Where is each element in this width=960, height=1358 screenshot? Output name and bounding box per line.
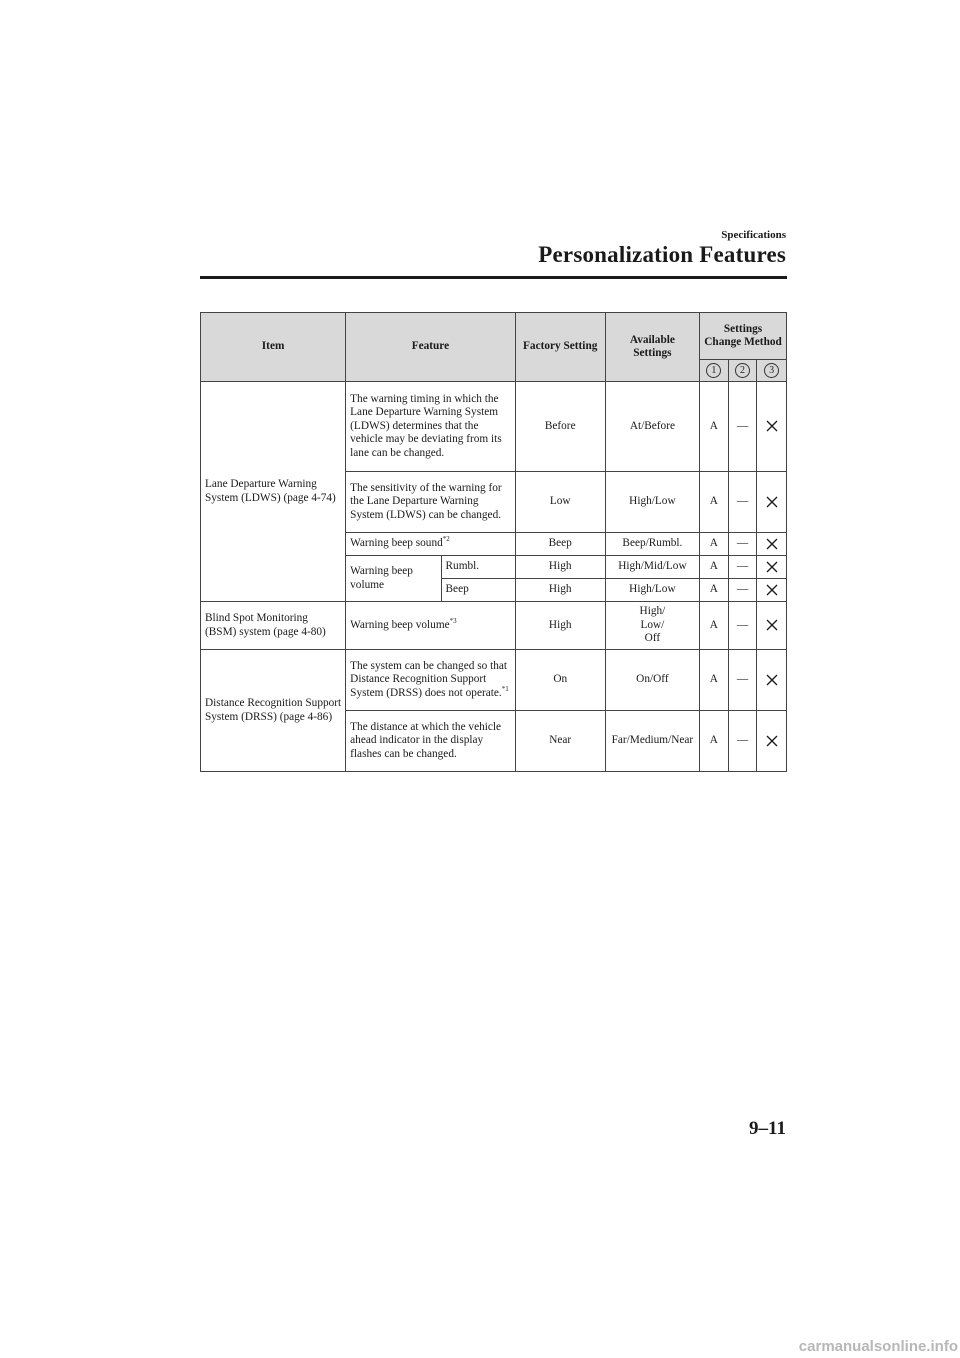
available-cell: High/Mid/Low (605, 556, 699, 579)
method-1-cell: A (700, 711, 729, 772)
method-1-cell: A (700, 650, 729, 711)
page-number: 9–11 (749, 1118, 786, 1139)
item-drss: Distance Recognition Support System (DRSS) (page 4-86) (201, 650, 346, 772)
method-3-cell (757, 382, 787, 472)
method-2-cell: — (728, 533, 757, 556)
available-cell: High/Low (605, 579, 699, 602)
method-3-cell (757, 533, 787, 556)
available-cell (605, 602, 699, 650)
method-1-cell: A (700, 382, 729, 472)
watermark: carmanualsonline.info (798, 1338, 958, 1355)
cross-icon (766, 735, 778, 747)
table-row (201, 602, 787, 650)
header-change-method: Settings Change Method (700, 313, 787, 360)
method-1-cell: A (700, 579, 729, 602)
item-ldws: Lane Departure Warning System (LDWS) (page 4-74) (201, 382, 346, 602)
available-line: Off (644, 632, 661, 645)
table-row (201, 382, 787, 472)
method-2-cell: — (728, 711, 757, 772)
feature-cell: Warning beep volume$^{*3}$ (346, 602, 516, 650)
feature-cell: The sensitivity of the warning for the Lane Departure Warning System (LDWS) can be changed. (346, 472, 516, 533)
cross-icon (766, 619, 778, 631)
cross-icon (766, 538, 778, 550)
method-3-cell (757, 711, 787, 772)
cross-icon (766, 420, 778, 432)
factory-cell: On (515, 650, 605, 711)
feature-cell: Warning beep sound$^{*2}$ (346, 533, 516, 556)
cross-icon (766, 674, 778, 686)
method-3-cell (757, 556, 787, 579)
available-cell: Beep/Rumbl. (605, 533, 699, 556)
table-header-row (201, 313, 787, 360)
available-cell: High/Low (605, 472, 699, 533)
circled-number-1: 1 (706, 363, 721, 378)
circled-number-2: 2 (735, 363, 750, 378)
available-cell: Far/Medium/Near (605, 711, 699, 772)
method-2-header (728, 360, 757, 382)
method-1-cell: A (700, 472, 729, 533)
method-2-cell: — (728, 579, 757, 602)
available-line: Low/ (640, 618, 665, 631)
available-line: High/ (639, 605, 666, 618)
method-2-cell: — (728, 602, 757, 650)
header-section-label: Specifications (721, 229, 786, 241)
method-1-cell: A (700, 602, 729, 650)
header-feature: Feature (346, 313, 516, 382)
method-2-cell: — (728, 472, 757, 533)
method-2-cell: — (728, 382, 757, 472)
factory-cell: High (515, 579, 605, 602)
header-rule (200, 276, 787, 279)
sub-feature-cell: Beep (441, 579, 515, 602)
feature-cell: Warning beep volume (346, 556, 441, 602)
cross-icon (766, 561, 778, 573)
method-1-cell: A (700, 533, 729, 556)
method-3-cell (757, 472, 787, 533)
table-row (201, 650, 787, 711)
header-factory-setting: Factory Setting (515, 313, 605, 382)
method-2-cell: — (728, 556, 757, 579)
cross-icon (766, 584, 778, 596)
item-bsm: Blind Spot Monitoring (BSM) system (page 4-80) (201, 602, 346, 650)
header-item: Item (201, 313, 346, 382)
cross-icon (766, 496, 778, 508)
factory-cell: Low (515, 472, 605, 533)
method-1-header (700, 360, 729, 382)
factory-cell: Near (515, 711, 605, 772)
method-3-cell (757, 579, 787, 602)
factory-cell: Beep (515, 533, 605, 556)
header-available-settings: Available Settings (605, 313, 699, 382)
factory-cell: High (515, 556, 605, 579)
method-3-cell (757, 650, 787, 711)
method-3-cell (757, 602, 787, 650)
sub-feature-cell: Rumbl. (441, 556, 515, 579)
feature-cell: The system can be changed so that Distance Recognition Support System (DRSS) does not operate.$^{*1}$ (346, 650, 516, 711)
factory-cell: High (515, 602, 605, 650)
factory-cell: Before (515, 382, 605, 472)
page-title: Personalization Features (538, 242, 786, 267)
circled-number-3: 3 (764, 363, 779, 378)
feature-cell: The warning timing in which the Lane Departure Warning System (LDWS) determines that the vehicle may be deviating from its lane can be changed. (346, 382, 516, 472)
personalization-table (200, 312, 787, 772)
method-1-cell: A (700, 556, 729, 579)
method-3-header (757, 360, 787, 382)
feature-cell: The distance at which the vehicle ahead indicator in the display flashes can be changed. (346, 711, 516, 772)
available-cell: At/Before (605, 382, 699, 472)
available-cell: On/Off (605, 650, 699, 711)
method-2-cell: — (728, 650, 757, 711)
